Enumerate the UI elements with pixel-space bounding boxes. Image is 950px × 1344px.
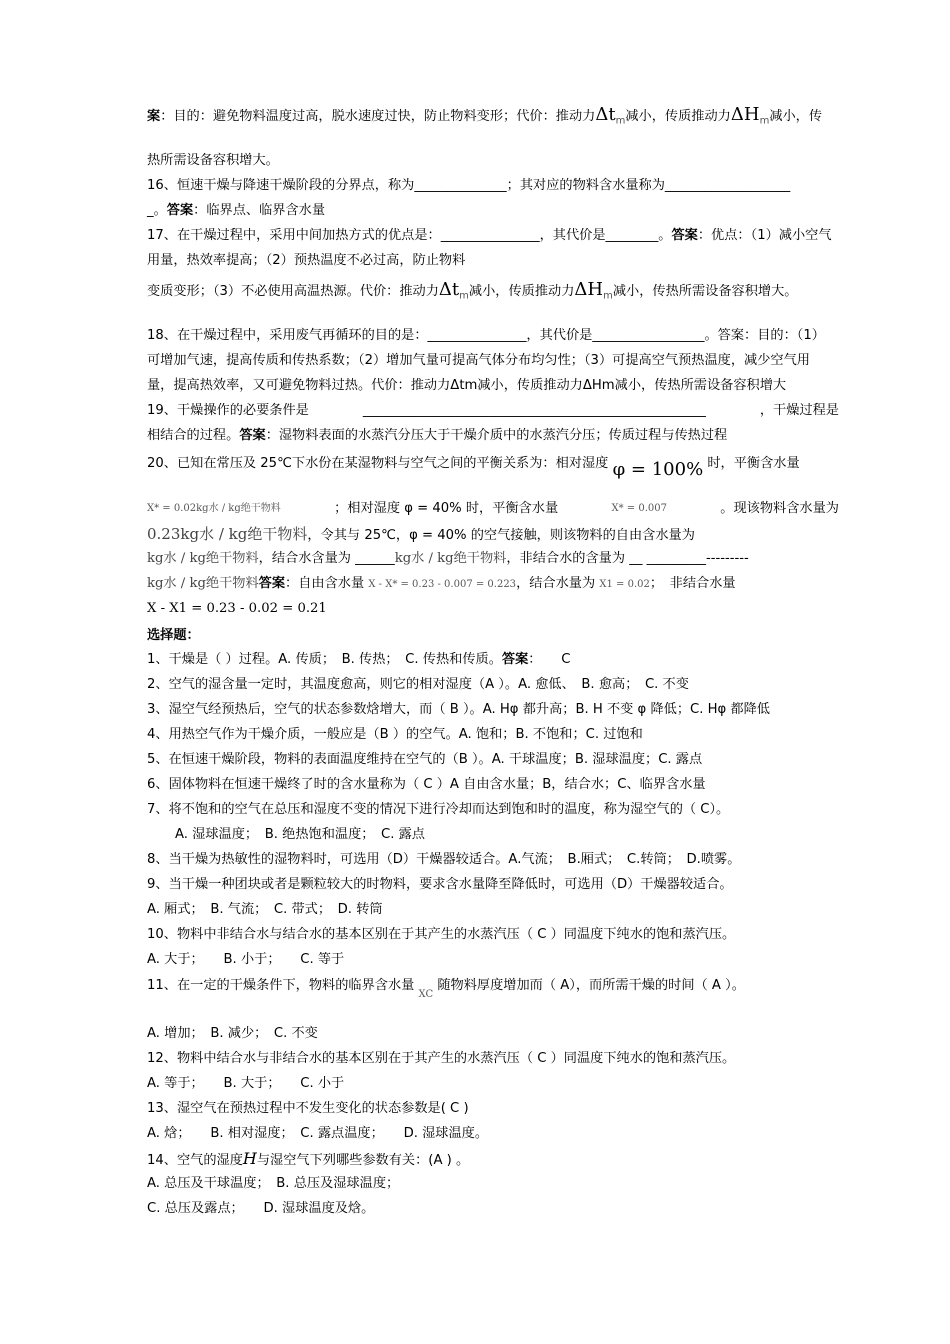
answer-label: 答案 bbox=[501, 652, 529, 667]
choice-11-options: A. 增加； B. 减少； C. 不变 bbox=[147, 1026, 318, 1041]
choice-9: 9、当干燥一种团块或者是颗粒较大的时物料，要求含水量降至降低时，可选用（D）干燥器较适合。 bbox=[147, 877, 733, 892]
text-segment: ； 非结合水量 bbox=[649, 576, 736, 591]
formula-delta-t: Δt bbox=[438, 279, 460, 300]
answer-label: 答案 bbox=[166, 203, 194, 218]
formula-subscript: m bbox=[759, 115, 770, 127]
answer-label: 案 bbox=[147, 109, 161, 124]
formula-unbound-moisture: X - X1 = 0.23 - 0.02 = 0.21 bbox=[147, 601, 327, 616]
text-segment: 1、干燥是（ ）过程。A. 传质； B. 传热； C. 传热和传质。 bbox=[147, 652, 502, 667]
answer-label: 答案 bbox=[239, 428, 266, 443]
choice-7: 7、将不饱和的空气在总压和湿度不变的情况下进行冷却而达到饱和时的温度，称为湿空气的（ C）。 bbox=[147, 802, 730, 817]
text-segment: 19、干燥操作的必要条件是 bbox=[147, 403, 309, 418]
formula-delta-h: ΔH bbox=[574, 279, 604, 300]
text-segment: 相结合的过程。 bbox=[147, 428, 240, 443]
choice-13: 13、湿空气在预热过程中不发生变化的状态参数是( C ) bbox=[147, 1101, 469, 1116]
formula-unit: kg水 / kg绝干物料 bbox=[147, 551, 259, 566]
choice-1 bbox=[147, 650, 839, 670]
text-segment: 减小，传质推动力 bbox=[625, 109, 731, 124]
question-19 bbox=[147, 401, 839, 421]
choice-2: 2、空气的湿含量一定时，其温度愈高，则它的相对湿度（A ）。A. 愈低、 B. 愈高； C. 不变 bbox=[147, 677, 689, 692]
text-segment: 11、在一定的干燥条件下，物料的临界含水量 bbox=[147, 978, 415, 993]
text-segment: _。 bbox=[147, 203, 167, 218]
choice-14 bbox=[147, 1149, 839, 1171]
question-18: 18、在干燥过程中，采用废气再循环的目的是：_______________，其代价是_________________。答案：目的：（1） bbox=[147, 328, 825, 343]
q16-answer-line bbox=[147, 201, 839, 221]
answer-label: 答案 bbox=[258, 576, 286, 591]
text-segment: 减小，传质推动力 bbox=[468, 284, 575, 299]
choice-10: 10、物料中非结合水与结合水的基本区别在于其产生的水蒸汽压（ C ）同温度下纯水的饱和蒸汽压。 bbox=[147, 927, 736, 942]
choice-9-options: A. 厢式； B. 气流； C. 带式； D. 转筒 bbox=[147, 902, 383, 917]
formula-xc: XC bbox=[418, 989, 434, 1000]
text-segment: 。现该物料含水量为 bbox=[720, 501, 839, 516]
q19-answer-line bbox=[147, 426, 839, 446]
choice-4: 4、用热空气作为干燥介质，一般应是（B ）的空气。A. 饱和；B. 不饱和；C. 过饱和 bbox=[147, 727, 643, 742]
choice-8: 8、当干燥为热敏性的湿物料时，可选用（D）干燥器较适合。A.气流； B.厢式； C.转筒； D.喷雾。 bbox=[147, 852, 741, 867]
text-segment: 时，平衡含水量 bbox=[707, 456, 800, 471]
question-16: 16、恒速干燥与降速干燥阶段的分界点，称为______________；其对应的物料含水量称为___________________ bbox=[147, 178, 791, 193]
text-segment: ： C bbox=[528, 652, 571, 667]
text-segment: 减小，传热所需设备容积增大。 bbox=[612, 284, 798, 299]
q15-answer-line bbox=[147, 105, 839, 132]
formula-xstar-0007: X* = 0.007 bbox=[611, 503, 667, 514]
text-segment: ；相对湿度 φ = 40% 时，平衡含水量 bbox=[334, 501, 559, 516]
text-line: 量，提高热效率，又可避免物料过热。代价：推动力Δtm减小，传质推动力ΔHm减小，传热所需设备容积增大 bbox=[147, 378, 787, 393]
formula-unit: kg水 / kg绝干物料 bbox=[147, 576, 259, 591]
choice-12: 12、物料中结合水与非结合水的基本区别在于其产生的水蒸汽压（ C ）同温度下纯水的饱和蒸汽压。 bbox=[147, 1051, 736, 1066]
text-segment: 减小，传 bbox=[769, 109, 823, 124]
text-segment: 随物料厚度增加而（ A），而所需干燥的时间（ A ）。 bbox=[437, 978, 745, 993]
choice-11 bbox=[147, 976, 839, 1000]
choice-13-options: A. 焓； B. 相对湿度； C. 露点温度； D. 湿球温度。 bbox=[147, 1126, 489, 1141]
q17-answer-line bbox=[147, 280, 839, 307]
q20-answer-line bbox=[147, 574, 839, 595]
question-20 bbox=[147, 452, 839, 480]
choice-5: 5、在恒速干燥阶段，物料的表面温度维持在空气的（B ）。A. 干球温度；B. 湿球温度；C. 露点 bbox=[147, 752, 703, 767]
section-heading-choice: 选择题： bbox=[147, 628, 200, 643]
formula-phi-100: φ = 100% bbox=[612, 459, 704, 480]
formula-subscript: m bbox=[459, 290, 469, 302]
formula-moisture-023: 0.23kg水 / kg绝干物料 bbox=[147, 525, 308, 543]
text-line: 热所需设备容积增大。 bbox=[147, 153, 279, 168]
formula-xstar-002: X* = 0.02kg水 / kg绝干物料 bbox=[147, 503, 281, 514]
text-segment: 变质变形；（3）不必使用高温热源。代价：推动力 bbox=[147, 284, 439, 299]
text-segment: ：自由含水量 bbox=[285, 576, 365, 591]
text-segment: ，令其与 25℃，φ = 40% 的空气接触，则该物料的自由含水量为 bbox=[307, 528, 695, 543]
text-segment: ，结合水量为 bbox=[516, 576, 596, 591]
text-segment: ：目的：避免物料温度过高，脱水速度过快，防止物料变形；代价：推动力 bbox=[160, 109, 596, 124]
choice-14-options-cd: C. 总压及露点； D. 湿球温度及焓。 bbox=[147, 1201, 375, 1216]
choice-12-options: A. 等于； B. 大于； C. 小于 bbox=[147, 1076, 345, 1091]
formula-bound-moisture: X1 = 0.02 bbox=[599, 579, 650, 590]
formula-subscript: m bbox=[603, 290, 613, 302]
text-line: 用量，热效率提高；（2）预热温度不必过高，防止物料 bbox=[147, 253, 466, 268]
text-segment: ：优点：（1）减小空气 bbox=[697, 228, 832, 243]
q20-line-4 bbox=[147, 549, 839, 569]
text-segment: 14、空气的湿度 bbox=[147, 1153, 243, 1168]
choice-6: 6、固体物料在恒速干燥终了时的含水量称为（ C ）A 自由含水量；B，结合水；C、临界含水量 bbox=[147, 777, 706, 792]
formula-delta-h: ΔH bbox=[730, 104, 760, 125]
text-segment: 17、在干燥过程中，采用中间加热方式的优点是：_______________，其代价是________。 bbox=[147, 228, 672, 243]
choice-14-options-ab: A. 总压及干球温度； B. 总压及湿球温度； bbox=[147, 1176, 400, 1191]
text-segment: ：临界点、临界含水量 bbox=[193, 203, 326, 218]
formula-h: H bbox=[242, 1149, 257, 1168]
text-line: 可增加气速，提高传质和传热系数；（2）增加气量可提高气体分布均匀性；（3）可提高空气预热温度，减少空气用 bbox=[147, 353, 810, 368]
formula-delta-t: Δt bbox=[595, 104, 616, 125]
choice-10-options: A. 大于； B. 小于； C. 等于 bbox=[147, 952, 345, 967]
formula-unit: kg水 / kg绝干物料 bbox=[394, 551, 507, 566]
q20-line-3 bbox=[147, 524, 839, 546]
q20-line-2 bbox=[147, 499, 839, 519]
formula-subscript: m bbox=[615, 115, 626, 127]
text-segment: ：湿物料表面的水蒸汽分压大于干燥介质中的水蒸汽分压；传质过程与传热过程 bbox=[265, 428, 728, 443]
blank-line: ____________________________________________________ bbox=[362, 403, 706, 418]
answer-label: 答案 bbox=[671, 228, 698, 243]
choice-3: 3、湿空气经预热后，空气的状态参数焓增大，而（ B ）。A. Hφ 都升高；B. H 不变 φ 降低；C. Hφ 都降低 bbox=[147, 702, 770, 717]
formula-free-moisture: X - X* = 0.23 - 0.007 = 0.223 bbox=[368, 579, 517, 590]
text-segment: ，结合水含量为 ______ bbox=[258, 551, 395, 566]
text-segment: 20、已知在常压及 25℃下水份在某湿物料与空气之间的平衡关系为：相对湿度 bbox=[147, 456, 609, 471]
text-segment: ，非结合水的含量为 __ _________--------- bbox=[506, 551, 749, 566]
text-segment: 与湿空气下列哪些参数有关：(A ) 。 bbox=[256, 1153, 470, 1168]
text-segment: ，干燥过程是 bbox=[759, 403, 839, 418]
choice-7-options: A. 湿球温度； B. 绝热饱和温度； C. 露点 bbox=[175, 827, 425, 842]
question-17 bbox=[147, 226, 839, 246]
